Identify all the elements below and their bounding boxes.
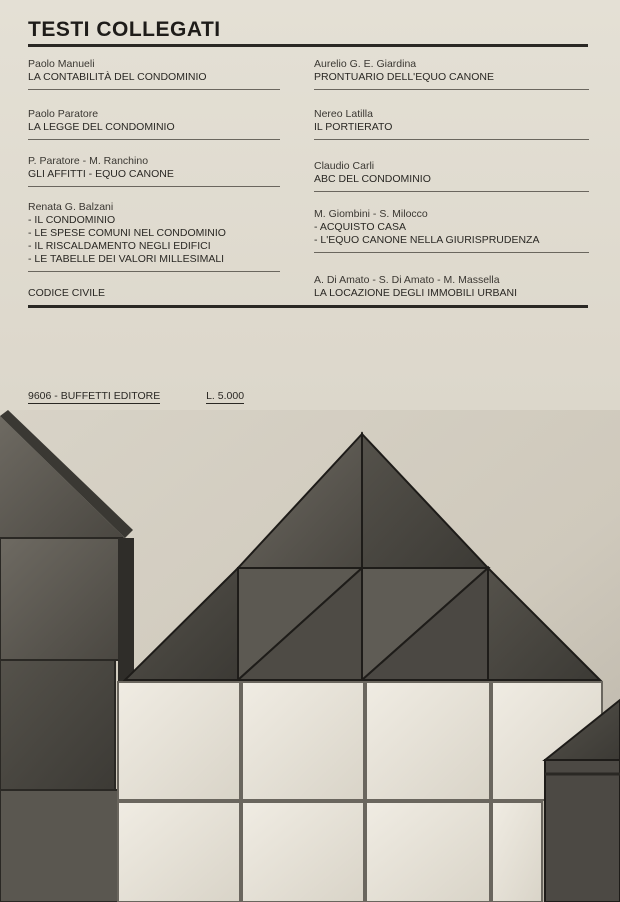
entry-title: - ACQUISTO CASA [314, 221, 406, 233]
entry-divider [314, 252, 589, 253]
entry-title: IL PORTIERATO [314, 121, 393, 133]
toy-blocks-house-photo [0, 410, 620, 902]
entry-author: Nereo Latilla [314, 108, 373, 120]
list-item [28, 108, 280, 140]
list-item [314, 108, 589, 140]
bottom-rule [28, 305, 588, 308]
list-item [28, 287, 280, 300]
list-item [28, 201, 280, 272]
entry-author: Claudio Carli [314, 160, 375, 172]
page-title: TESTI COLLEGATI [28, 18, 221, 41]
entry-divider [314, 191, 589, 192]
entry-author: Renata G. Balzani [28, 201, 114, 213]
list-item [314, 58, 589, 90]
publisher-line [28, 390, 244, 404]
entry-author: Paolo Manueli [28, 58, 95, 70]
entry-title: ABC DEL CONDOMINIO [314, 173, 431, 185]
entry-title: LA LEGGE DEL CONDOMINIO [28, 121, 175, 133]
entry-title: - L'EQUO CANONE NELLA GIURISPRUDENZA [314, 234, 540, 246]
entry-title: - LE SPESE COMUNI NEL CONDOMINIO [28, 227, 226, 239]
list-item [28, 58, 280, 90]
publisher-code: 9606 - BUFFETTI EDITORE [28, 390, 161, 402]
entry-author: P. Paratore - M. Ranchino [28, 155, 149, 167]
entry-divider [28, 89, 280, 90]
list-item [314, 160, 589, 192]
entry-divider [28, 186, 280, 187]
entry-title: GLI AFFITTI - EQUO CANONE [28, 168, 174, 180]
entry-title: - IL RISCALDAMENTO NEGLI EDIFICI [28, 240, 211, 252]
list-item [314, 208, 589, 253]
entry-author: Paolo Paratore [28, 108, 99, 120]
entry-title: CODICE CIVILE [28, 287, 106, 299]
entry-divider [314, 89, 589, 90]
entry-author: Aurelio G. E. Giardina [314, 58, 417, 70]
entry-title: LA LOCAZIONE DEGLI IMMOBILI URBANI [314, 287, 518, 299]
list-item [314, 274, 589, 300]
entry-divider [28, 139, 280, 140]
entry-title: PRONTUARIO DELL'EQUO CANONE [314, 71, 494, 83]
entry-title: - LE TABELLE DEI VALORI MILLESIMALI [28, 253, 225, 265]
price-label: L. 5.000 [206, 390, 245, 402]
entry-author: A. Di Amato - S. Di Amato - M. Massella [314, 274, 500, 286]
list-item [28, 155, 280, 187]
entry-title: - IL CONDOMINIO [28, 214, 116, 226]
entry-title: LA CONTABILITÀ DEL CONDOMINIO [28, 71, 207, 83]
entry-author: M. Giombini - S. Milocco [314, 208, 428, 220]
entry-divider [28, 271, 280, 272]
entry-divider [314, 139, 589, 140]
top-rule [28, 44, 588, 47]
